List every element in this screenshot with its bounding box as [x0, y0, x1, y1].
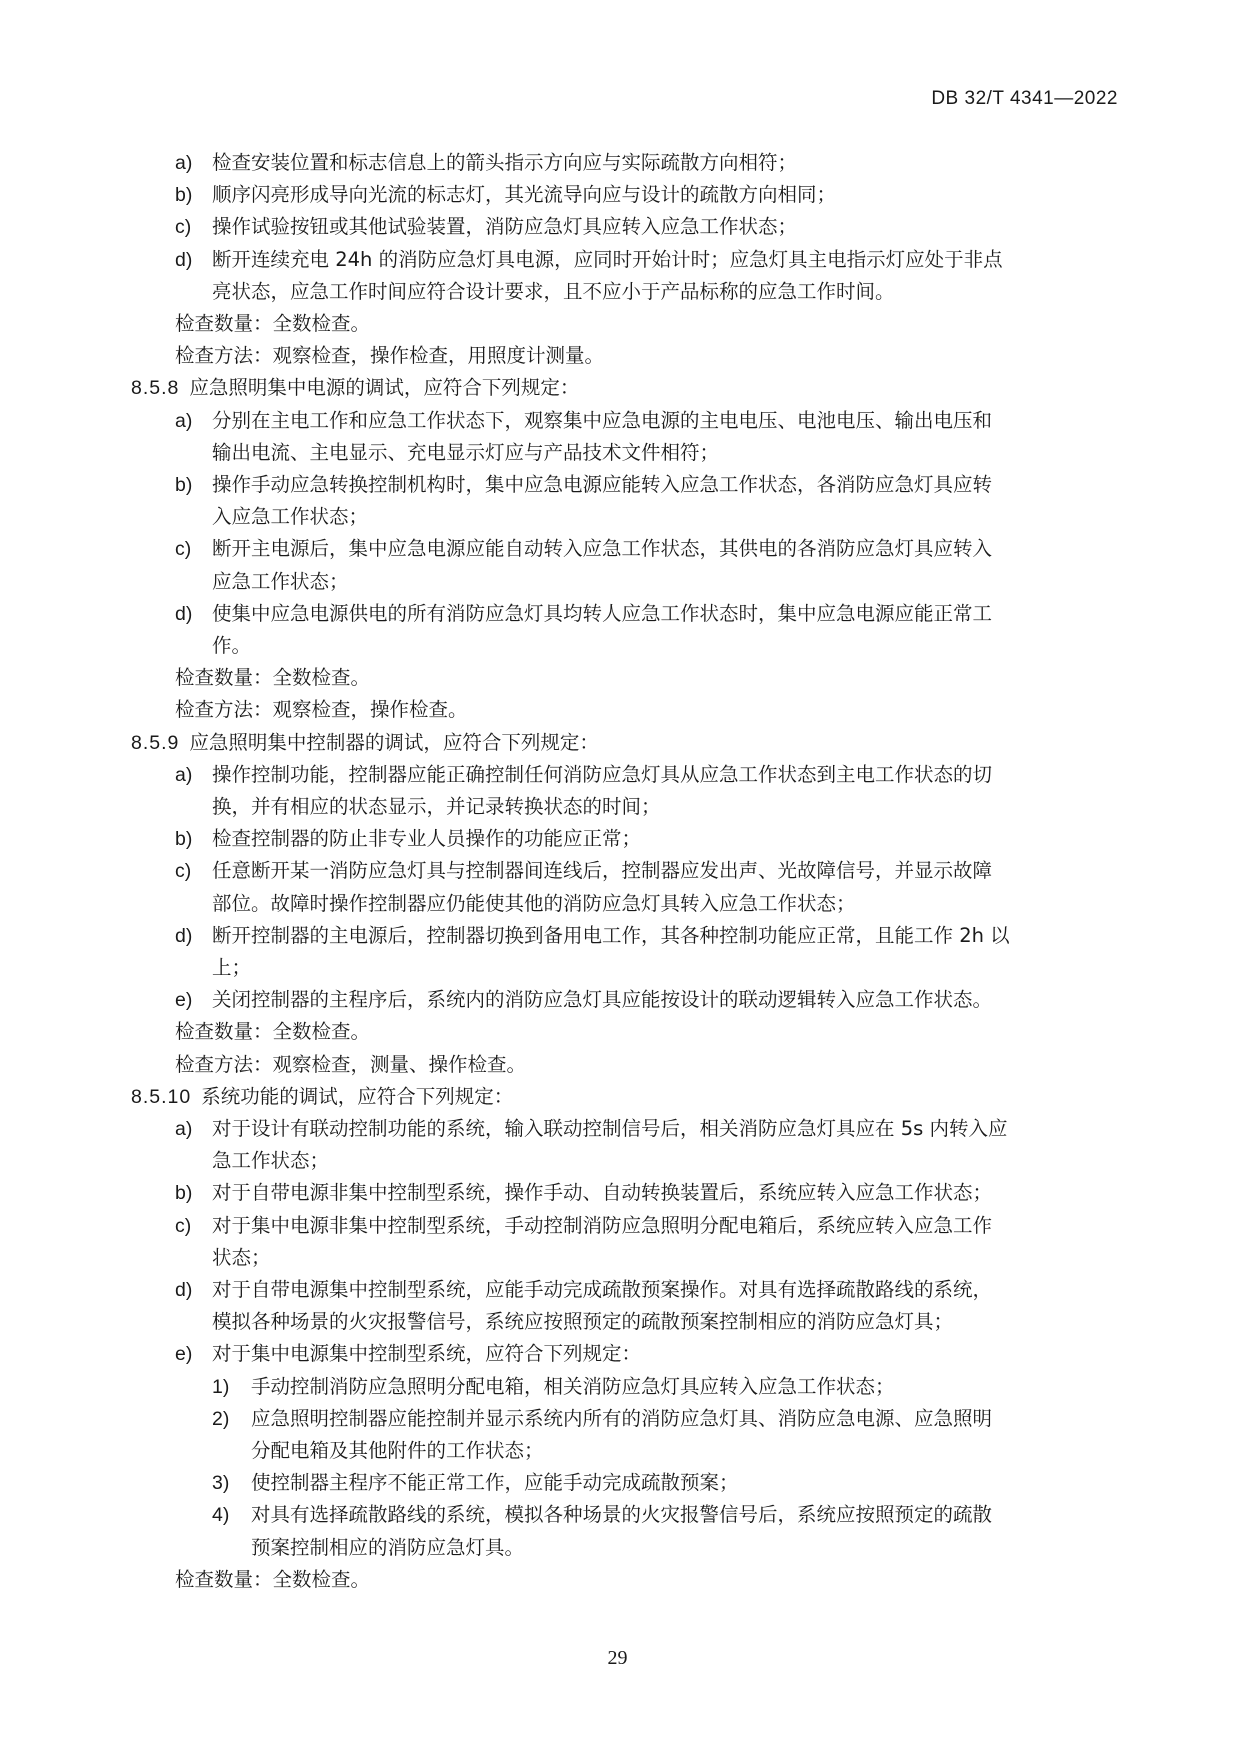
clause-heading	[131, 1081, 513, 1113]
item-text: 应急工作状态；	[212, 569, 349, 593]
item-label: b)	[175, 1182, 193, 1205]
item-label: a)	[175, 152, 193, 174]
subitem-text: 分配电箱及其他附件的工作状态；	[251, 1439, 544, 1462]
item-text: 关闭控制器的主程序后，系统内的消防应急灯具应能按设计的联动逻辑转入应急工作状态。	[212, 988, 993, 1012]
clause-number: 8.5.9	[131, 731, 180, 754]
clause-heading	[131, 372, 579, 404]
subitem-label: 2)	[212, 1407, 230, 1430]
item-text: 状态；	[212, 1245, 271, 1269]
item-label: b)	[175, 828, 193, 851]
item-text: 急工作状态；	[212, 1149, 330, 1173]
subitem-text: 手动控制消防应急照明分配电箱，相关消防应急灯具应转入应急工作状态；	[251, 1374, 895, 1398]
paragraph: 检查方法：观察检查，操作检查。	[175, 698, 468, 722]
item-text: 模拟各种场景的火灾报警信号，系统应按照预定的疏散预案控制相应的消防应急灯具；	[212, 1310, 954, 1334]
item-label: d)	[175, 924, 193, 947]
clause-title: 系统功能的调试，应符合下列规定：	[201, 1084, 514, 1108]
subitem-label: 4)	[212, 1504, 230, 1527]
item-label: e)	[175, 989, 193, 1012]
item-label: d)	[175, 1279, 193, 1301]
clause-heading	[131, 727, 599, 759]
item-text: 分别在主电工作和应急工作状态下，观察集中应急电源的主电电压、电池电压、输出电压和	[212, 408, 993, 432]
paragraph: 检查数量：全数检查。	[175, 666, 371, 690]
subitem-text: 使控制器主程序不能正常工作，应能手动完成疏散预案；	[251, 1471, 739, 1495]
subitem-text: 应急照明控制器应能控制并显示系统内所有的消防应急灯具、消防应急电源、应急照明	[251, 1406, 993, 1430]
subitem-label: 3)	[212, 1472, 230, 1495]
item-text: 任意断开某一消防应急灯具与控制器间连线后，控制器应发出声、光故障信号，并显示故障	[212, 859, 993, 883]
item-text: 入应急工作状态；	[212, 505, 369, 529]
clause-title: 应急照明集中电源的调试，应符合下列规定：	[189, 376, 580, 400]
item-text: 顺序闪亮形成导向光流的标志灯，其光流导向应与设计的疏散方向相同；	[212, 183, 837, 207]
item-text: 输出电流、主电显示、充电显示灯应与产品技术文件相符；	[212, 440, 720, 464]
paragraph: 检查数量：全数检查。	[175, 1567, 371, 1591]
item-text: 对于自带电源集中控制型系统，应能手动完成疏散预案操作。对具有选择疏散路线的系统，	[212, 1278, 993, 1301]
clause-title: 应急照明集中控制器的调试，应符合下列规定：	[189, 730, 599, 754]
item-label: a)	[175, 763, 193, 786]
page-number: 29	[607, 1647, 628, 1669]
item-text: 对于集中电源集中控制型系统，应符合下列规定：	[212, 1342, 642, 1366]
item-text: 操作手动应急转换控制机构时，集中应急电源应能转入应急工作状态，各消防应急灯具应转	[212, 473, 993, 496]
item-label: c)	[175, 216, 192, 239]
item-text: 检查安装位置和标志信息上的箭头指示方向应与实际疏散方向相符；	[212, 151, 798, 174]
item-text: 对于设计有联动控制功能的系统，输入联动控制信号后，相关消防应急灯具应在 5s 内转入应	[212, 1117, 1008, 1140]
item-label: d)	[175, 602, 193, 625]
item-label: c)	[175, 538, 192, 561]
clause-number: 8.5.8	[131, 377, 180, 400]
item-label: b)	[175, 474, 193, 496]
item-label: a)	[175, 1118, 193, 1140]
item-text: 对于集中电源非集中控制型系统，手动控制消防应急照明分配电箱后，系统应转入应急工作	[212, 1213, 993, 1237]
paragraph: 检查数量：全数检查。	[175, 312, 371, 335]
item-text: 上；	[212, 956, 252, 979]
item-label: c)	[175, 1214, 192, 1237]
paragraph: 检查方法：观察检查，操作检查，用照度计测量。	[175, 344, 605, 368]
item-text: 对于自带电源非集中控制型系统，操作手动、自动转换装置后，系统应转入应急工作状态；	[212, 1181, 993, 1205]
item-text: 断开控制器的主电源后，控制器切换到备用电工作，其各种控制功能应正常，且能工作 2h 以	[212, 923, 1010, 947]
item-text: 断开连续充电 24h 的消防应急灯具电源，应同时开始计时；应急灯具主电指示灯应处于非点	[212, 247, 1003, 271]
item-text: 操作试验按钮或其他试验装置，消防应急灯具应转入应急工作状态；	[212, 215, 798, 239]
item-label: d)	[175, 248, 193, 271]
subitem-label: 1)	[212, 1375, 230, 1398]
item-text: 换，并有相应的状态显示，并记录转换状态的时间；	[212, 795, 661, 818]
paragraph: 检查数量：全数检查。	[175, 1020, 371, 1044]
item-text: 亮状态，应急工作时间应符合设计要求，且不应小于产品标称的应急工作时间。	[212, 279, 895, 303]
item-text: 作。	[212, 634, 252, 657]
item-text: 检查控制器的防止非专业人员操作的功能应正常；	[212, 827, 642, 851]
item-text: 断开主电源后，集中应急电源应能自动转入应急工作状态，其供电的各消防应急灯具应转入	[212, 537, 993, 561]
item-label: e)	[175, 1343, 193, 1366]
item-text: 部位。故障时操作控制器应仍能使其他的消防应急灯具转入应急工作状态；	[212, 891, 856, 915]
item-text: 使集中应急电源供电的所有消防应急灯具均转人应急工作状态时，集中应急电源应能正常工	[212, 601, 993, 625]
subitem-text: 预案控制相应的消防应急灯具。	[251, 1535, 525, 1559]
document-code: DB 32/T 4341—2022	[931, 88, 1118, 109]
item-label: a)	[175, 409, 193, 432]
clause-number: 8.5.10	[131, 1085, 192, 1108]
item-text: 操作控制功能，控制器应能正确控制任何消防应急灯具从应急工作状态到主电工作状态的切	[212, 762, 993, 786]
item-label: b)	[175, 184, 193, 207]
subitem-text: 对具有选择疏散路线的系统，模拟各种场景的火灾报警信号后，系统应按照预定的疏散	[251, 1503, 993, 1527]
item-label: c)	[175, 860, 192, 883]
paragraph: 检查方法：观察检查，测量、操作检查。	[175, 1052, 527, 1076]
